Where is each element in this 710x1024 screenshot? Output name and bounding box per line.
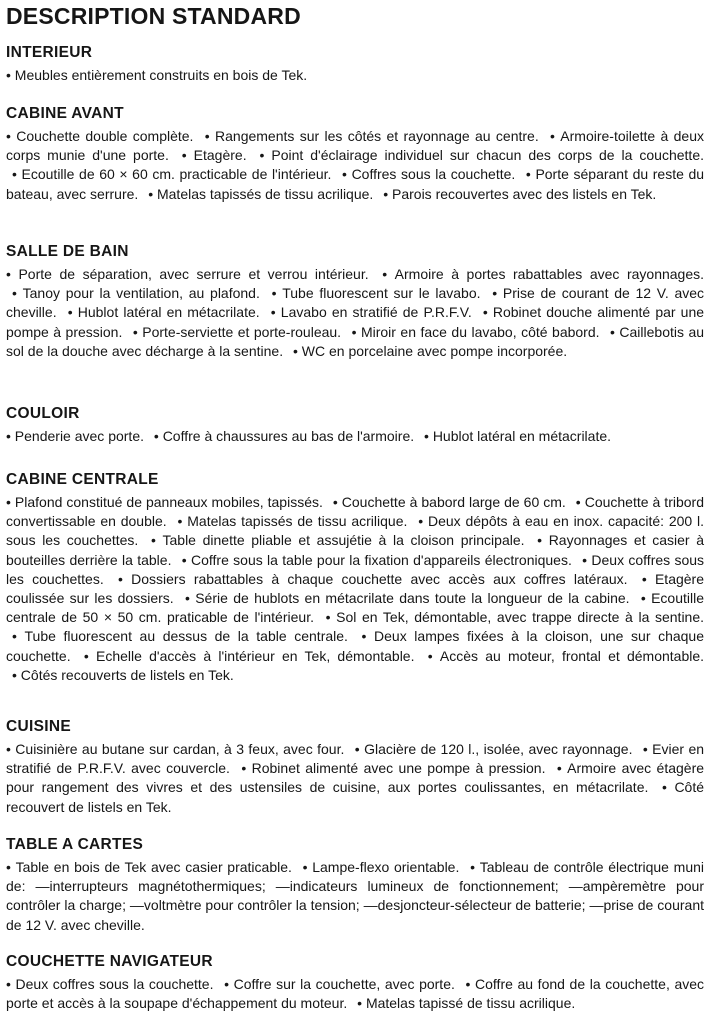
list-item: • Meubles entièrement construits en bois de Tek.	[6, 67, 307, 83]
list-item: • Côté recouvert de listels en Tek.	[6, 779, 704, 814]
list-item: • Prise de courant de 12 V. avec cheville.	[6, 285, 704, 320]
list-item: • Lampe-flexo orientable.	[303, 859, 460, 875]
list-item: • Cuisinière au butane sur cardan, à 3 feux, avec four.	[6, 741, 344, 757]
list-item: • Tube fluorescent sur le lavabo.	[272, 285, 481, 301]
list-item: • Coffre sous la table pour la fixation d'appareils électroniques.	[182, 552, 572, 568]
document-page	[6, 0, 705, 1012]
section-body	[6, 127, 704, 204]
section-body	[6, 975, 704, 1013]
list-item: • Porte-serviette et porte-rouleau.	[133, 324, 341, 340]
section-cuisine	[6, 716, 704, 817]
list-item: • Rangements sur les côtés et rayonnage au centre.	[205, 128, 539, 144]
list-item: • Couchette à tribord convertissable en double.	[6, 494, 704, 529]
section-body	[6, 740, 704, 817]
list-item: • Armoire à portes rabattables avec rayonnages.	[382, 266, 704, 282]
list-item: • Robinet douche alimenté par une pompe à pression.	[6, 304, 704, 339]
section-cabine-avant	[6, 103, 704, 204]
list-item: • Tableau de contrôle électrique muni de: —interrupteurs magnétothermiques; —indicateurs lumineux de fonctionnement; —ampèremètre pour contrôler la charge; —voltmètre pour contrôler la tension; —desjoncteur-sélecteur de batterie; —prise de courant de 12 V. avec cheville.	[6, 859, 704, 933]
section-heading: COUCHETTE NAVIGATEUR	[6, 953, 213, 970]
section-body	[6, 493, 704, 685]
section-heading: CABINE CENTRALE	[6, 471, 159, 488]
section-body	[6, 265, 704, 361]
section-interieur	[6, 42, 704, 85]
list-item: • Tube fluorescent au dessus de la table centrale.	[12, 628, 348, 644]
list-item: • Couchette double complète.	[6, 128, 193, 144]
page-title: DESCRIPTION STANDARD	[6, 3, 301, 29]
list-item: • Miroir en face du lavabo, côté babord.	[352, 324, 600, 340]
list-item: • Hublot latéral en métacrilate.	[424, 428, 611, 444]
list-item: • Côtés recouverts de listels en Tek.	[12, 667, 234, 683]
list-item: • Glacière de 120 l., isolée, avec rayonnage.	[355, 741, 633, 757]
list-item: • Matelas tapissés de tissu acrilique.	[148, 186, 373, 202]
list-item: • Tanoy pour la ventilation, au plafond.	[12, 285, 260, 301]
list-item: • Penderie avec porte.	[6, 428, 144, 444]
section-heading: INTERIEUR	[6, 44, 93, 61]
section-heading: COULOIR	[6, 405, 80, 422]
list-item: • Parois recouvertes avec des listels en Tek.	[383, 186, 656, 202]
list-item: • Coffres sous la couchette.	[342, 166, 515, 182]
list-item: • Rayonnages et casier à bouteilles derrière la table.	[6, 532, 704, 567]
section-cabine-centrale	[6, 469, 704, 685]
section-heading: CABINE AVANT	[6, 105, 124, 122]
list-item: • Ecoutille de 60 × 60 cm. practicable de l'intérieur.	[12, 166, 331, 182]
list-item: • Série de hublots en métacrilate dans toute la longueur de la cabine.	[185, 590, 630, 606]
list-item: • Point d'éclairage individuel sur chacun des corps de la couchette.	[260, 147, 704, 163]
section-heading: CUISINE	[6, 718, 71, 735]
list-item: • Deux dépôts à eau en inox. capacité: 200 l. sous les couchettes.	[6, 513, 704, 548]
list-item: • Coffre au fond de la couchette, avec porte et accès à la soupape d'échappement du moteur.	[6, 976, 704, 1011]
list-item: • Porte séparant du reste du bateau, avec serrure.	[6, 166, 704, 201]
list-item: • Hublot latéral en métacrilate.	[68, 304, 260, 320]
section-heading: TABLE A CARTES	[6, 836, 144, 853]
section-table-a-cartes	[6, 834, 704, 935]
section-body	[6, 66, 704, 85]
list-item: • Armoire avec étagère pour rangement des vivres et des ustensiles de cuisine, aux portes coulissantes, en métacrilate.	[6, 760, 704, 795]
list-item: • Etagère.	[182, 147, 247, 163]
list-item: • Matelas tapissé de tissu acrilique.	[357, 995, 575, 1011]
list-item: • Deux coffres sous les couchettes.	[6, 552, 704, 587]
list-item: • Deux lampes fixées à la cloison, une sur chaque couchette.	[6, 628, 704, 663]
section-body	[6, 427, 704, 446]
list-item: • Robinet alimenté avec une pompe à pression.	[241, 760, 545, 776]
list-item: • Table dinette pliable et assujétie à la cloison principale.	[151, 532, 525, 548]
list-item: • Sol en Tek, démontable, avec trappe directe à la sentine.	[326, 609, 704, 625]
section-salle-de-bain	[6, 241, 704, 361]
list-item: • Echelle d'accès à l'intérieur en Tek, démontable.	[84, 648, 415, 664]
list-item: • Etagère coulissée sur les dossiers.	[6, 571, 704, 606]
list-item: • Coffre sur la couchette, avec porte.	[224, 976, 455, 992]
list-item: • Deux coffres sous la couchette.	[6, 976, 213, 992]
list-item: • Lavabo en stratifié de P.R.F.V.	[271, 304, 472, 320]
list-item: • Armoire-toilette à deux corps munie d'une porte.	[6, 128, 704, 163]
list-item: • Caillebotis au sol de la douche avec décharge à la sentine.	[6, 324, 704, 359]
list-item: • Plafond constitué de panneaux mobiles, tapissés.	[6, 494, 323, 510]
list-item: • Evier en stratifié de P.R.F.V. avec couvercle.	[6, 741, 704, 776]
section-heading: SALLE DE BAIN	[6, 243, 129, 260]
list-item: • Accès au moteur, frontal et démontable.	[428, 648, 704, 664]
list-item: • Table en bois de Tek avec casier praticable.	[6, 859, 292, 875]
section-body	[6, 858, 704, 935]
list-item: • Coffre à chaussures au bas de l'armoire.	[154, 428, 414, 444]
section-couloir	[6, 403, 704, 446]
section-couchette-navigateur	[6, 951, 704, 1013]
list-item: • Ecoutille centrale de 50 × 50 cm. praticable de l'intérieur.	[6, 590, 704, 625]
list-item: • Matelas tapissés de tissu acrilique.	[178, 513, 408, 529]
list-item: • Porte de séparation, avec serrure et verrou intérieur.	[6, 266, 369, 282]
list-item: • Dossiers rabattables à chaque couchette avec accès aux coffres latéraux.	[118, 571, 628, 587]
list-item: • WC en porcelaine avec pompe incorporée.	[293, 343, 567, 359]
list-item: • Couchette à babord large de 60 cm.	[333, 494, 566, 510]
